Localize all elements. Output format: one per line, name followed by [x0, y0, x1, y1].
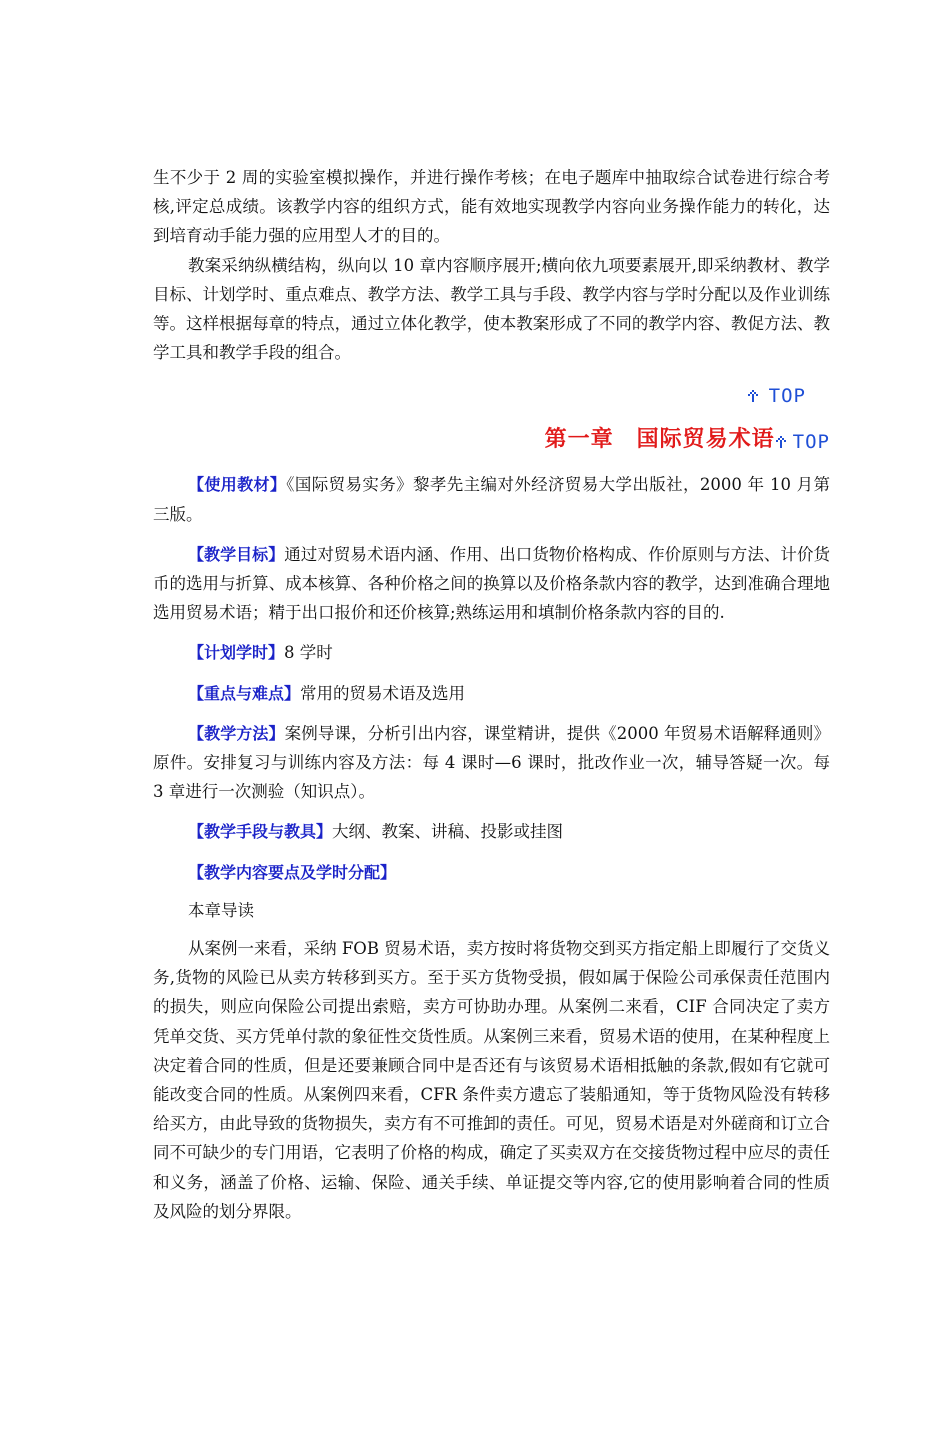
section-goal [153, 540, 830, 628]
section-hours [153, 638, 830, 667]
section-label-textbook: 【使用教材】 [188, 475, 287, 495]
section-text-tools: 大纲、教案、讲稿、投影或挂图 [332, 822, 564, 842]
section-text-goal: 通过对贸易术语内涵、作用、出口货物价格构成、作价原则与方法、计价货币的选用与折算、成本核算、各种价格之间的换算以及价格条款内容的教学，达到准确合理地选用贸易术语；精于出口报价和还价核算;熟练运用和填制价格条款内容的目的. [153, 544, 830, 623]
guide-body: 从案例一来看，采纳 FOB 贸易术语，卖方按时将货物交到买方指定船上即履行了交货义务,货物的风险已从卖方转移到买方。至于买方货物受损，假如属于保险公司承保责任范围内的损失，则应向保险公司提出索赔，卖方可协助办理。从案例二来看，CIF 合同决定了卖方凭单交货、买方凭单付款的象征性交货性质。从案例三来看，贸易术语的使用，在某种程度上决定着合同的性质，但是还要兼顾合同中是否还有与该贸易术语相抵触的条款,假如有它就可能改变合同的性质。从案例四来看，CFR 条件卖方遗忘了装船通知，等于货物风险没有转移给买方，由此导致的货物损失，卖方有不可推卸的责任。可见，贸易术语是对外磋商和订立合同不可缺少的专门用语，它表明了价格的构成，确定了买卖双方在交接货物过程中应尽的责任和义务，涵盖了价格、运输、保险、通关手续、单证提交等内容,它的使用影响着合同的性质及风险的划分界限。 [153, 939, 830, 1221]
section-text-key-points: 常用的贸易术语及选用 [300, 683, 466, 703]
document-page [153, 163, 830, 1226]
section-label-method: 【教学方法】 [188, 723, 285, 743]
intro-paragraph-1: 生不少于 2 周的实验室模拟操作，并进行操作考核；在电子题库中抽取综合试卷进行综合考核,评定总成绩。该教学内容的组织方式，能有效地实现教学内容向业务操作能力的转化，达到培育动手能力强的应用型人才的目的。 [153, 168, 830, 246]
guide-heading: 本章导读 [188, 900, 254, 920]
section-label-content: 【教学内容要点及学时分配】 [188, 862, 397, 882]
up-arrow-icon [775, 436, 787, 448]
section-label-goal: 【教学目标】 [188, 544, 285, 564]
back-to-top-link[interactable] [747, 385, 806, 407]
chapter-heading-row [153, 421, 830, 459]
up-arrow-icon [747, 390, 759, 402]
top-link-row [153, 385, 830, 415]
section-tools [153, 817, 830, 846]
section-label-key-points: 【重点与难点】 [188, 683, 301, 703]
section-textbook [153, 470, 830, 528]
intro-paragraph-2: 教案采纳纵横结构，纵向以 10 章内容顺序展开;横向依九项要素展开,即采纳教材、教学目标、计划学时、重点难点、教学方法、教学工具与手段、教学内容与学时分配以及作业训练等。这样根据每章的特点，通过立体化教学，使本教案形成了不同的教学内容、教促方法、教学工具和教学手段的组合。 [153, 255, 830, 363]
chapter-top-link[interactable] [775, 423, 830, 461]
chapter-top-label: TOP [792, 430, 830, 453]
section-label-tools: 【教学手段与教具】 [188, 822, 333, 842]
chapter-title: 第一章 国际贸易术语 [544, 427, 775, 453]
section-text-hours: 8 学时 [284, 643, 333, 663]
section-text-textbook: 《国际贸易实务》黎孝先主编对外经济贸易大学出版社，2000 年 10 月第三版。 [153, 475, 830, 524]
section-key-points [153, 679, 830, 708]
section-label-hours: 【计划学时】 [188, 643, 285, 663]
section-content [153, 858, 830, 887]
section-text-method: 案例导课，分析引出内容，课堂精讲，提供《2000 年贸易术语解释通则》原件。安排复习与训练内容及方法：每 4 课时—6 课时，批改作业一次，辅导答疑一次。每 3 章进行一次测验（知识点）。 [153, 723, 830, 802]
section-method [153, 719, 830, 807]
top-link-label: TOP [768, 385, 806, 408]
